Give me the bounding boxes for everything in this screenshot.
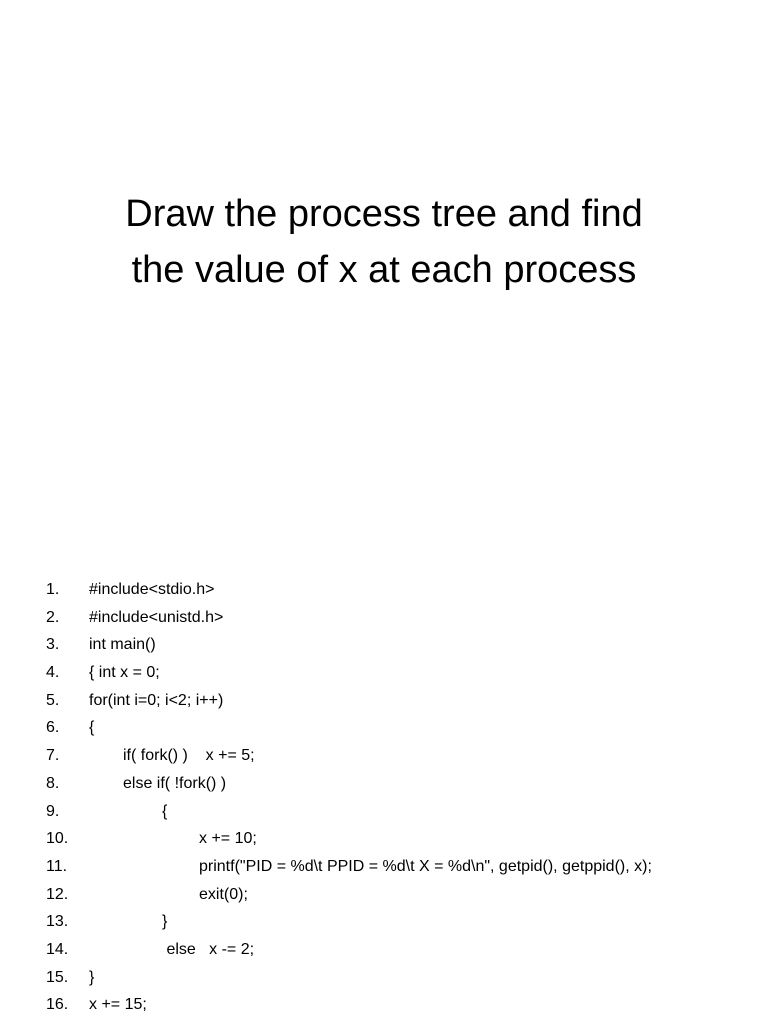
line-number: 12.: [46, 885, 69, 903]
code-text: for(int i=0; i<2; i++): [89, 691, 224, 709]
code-line: [0, 798, 768, 826]
code-text: x += 10;: [199, 830, 257, 848]
line-number: 14.: [46, 940, 69, 958]
line-number: 9.: [46, 802, 60, 820]
line-number: 11.: [46, 857, 68, 875]
code-line: [0, 714, 768, 742]
code-text: }: [162, 913, 168, 931]
line-number: 13.: [46, 913, 69, 931]
line-number: 10.: [46, 830, 69, 848]
line-number: 15.: [46, 968, 69, 986]
code-text: printf("PID = %d\t PPID = %d\t X = %d\n", getpid(), getppid(), x);: [199, 857, 652, 875]
code-line: [0, 604, 768, 632]
line-number: 6.: [46, 719, 60, 737]
line-number: 8.: [46, 774, 60, 792]
code-line: [0, 576, 768, 604]
code-text: #include<stdio.h>: [89, 581, 215, 598]
code-line: [0, 659, 768, 687]
code-text: exit(0);: [199, 885, 248, 903]
code-text: { int x = 0;: [89, 664, 160, 682]
code-text: else x -= 2;: [162, 940, 255, 958]
code-text: {: [89, 719, 95, 737]
line-number: 4.: [46, 664, 60, 682]
line-number: 5.: [46, 691, 60, 709]
code-text: else if( !fork() ): [123, 774, 227, 792]
code-text: {: [162, 802, 168, 820]
code-line: [0, 687, 768, 715]
line-number: 16.: [46, 996, 69, 1014]
code-line: [0, 770, 768, 798]
line-number: 2.: [46, 608, 60, 626]
code-line: [0, 853, 768, 881]
code-listing: [0, 576, 768, 1019]
code-line: [0, 908, 768, 936]
code-line: [0, 825, 768, 853]
code-line: [0, 936, 768, 964]
line-number: 1.: [46, 581, 60, 598]
code-text: int main(): [89, 636, 156, 654]
code-line: [0, 631, 768, 659]
line-number: 7.: [46, 747, 60, 765]
slide-title: [40, 186, 728, 298]
code-line: [0, 881, 768, 909]
code-line: [0, 991, 768, 1019]
code-text: x += 15;: [89, 996, 147, 1014]
code-line: [0, 964, 768, 992]
code-text: }: [89, 968, 95, 986]
slide-title-line-1: Draw the process tree and find: [125, 193, 643, 235]
slide-title-line-2: the value of x at each process: [131, 249, 637, 291]
code-text: if( fork() ) x += 5;: [123, 747, 255, 765]
code-text: #include<unistd.h>: [89, 608, 224, 626]
code-line: [0, 742, 768, 770]
line-number: 3.: [46, 636, 60, 654]
